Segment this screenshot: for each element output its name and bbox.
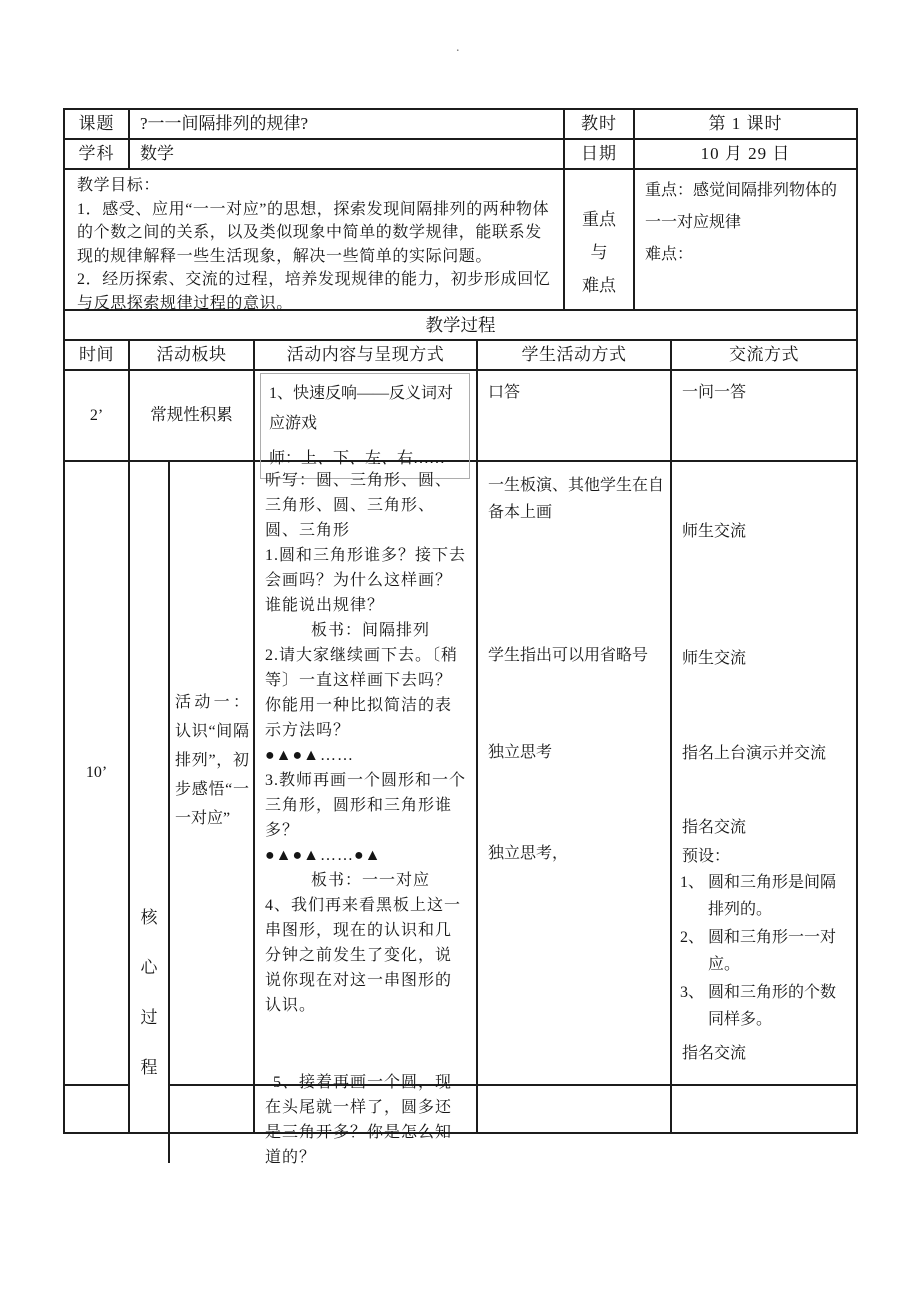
keypoints-side-line3: 难点 [582,276,616,295]
content-p1: 听写：圆、三角形、圆、三角形、圆、三角形、圆、三角形 [265,472,453,539]
subject-value: 数学 [130,140,565,170]
content-shapes1: ●▲●▲…… [265,747,354,764]
core-char-1: 核 [140,908,158,927]
content-p6: 3.教师再画一个圆形和一个三角形，圆形和三角形谁多？ [265,772,467,839]
subject-label: 学科 [65,140,130,170]
preset-item-2 [680,924,850,978]
student-note-1: 一生板演、其他学生在自备本上画 [488,477,665,521]
content-p2: 1.圆和三角形谁多？接下去会画吗？为什么这样画？谁能说出规律？ [265,547,467,614]
keypoints-side-line2: 与 [590,243,608,262]
empty-row-exchange [672,1086,856,1132]
preset-1-num: 1、 [680,874,705,891]
exchange-note-5: 指名交流 [682,1045,747,1062]
content-p9: 4、我们再来看黑板上这一串图形，现在的认识和几分钟之前发生了变化，说说你现在对这一串图形的认识。 [265,897,462,1014]
preset-3-text: 圆和三角形的个数同样多。 [708,984,837,1028]
period-label: 教时 [565,110,635,140]
date-label: 日期 [565,140,635,170]
content-board2: 板书：一一对应 [311,872,431,889]
row1-content-line2: 师：上、下、左、右…… [269,450,446,467]
col-header-exchange: 交流方式 [672,341,856,371]
row1-exchange: 一问一答 [672,371,856,462]
core-char-2: 心 [140,958,158,977]
objective-item-1: 1．感受、应用“一一对应”的思想，探索发现间隔排列的两种物体的个数之间的关系，以及类似现象中简单的数学规律，能联系发现的规律解释一些生活现象，解决一些简单的实际问题。 [77,200,550,265]
col-header-content: 活动内容与呈现方式 [255,341,478,371]
student-note-4: 独立思考， [488,845,569,862]
core-char-4: 程 [140,1058,158,1077]
student-note-2: 学生指出可以用省略号 [488,647,649,664]
col-header-student: 学生活动方式 [478,341,672,371]
row2-student-cell [478,462,672,1086]
row1-time: 2’ [65,371,130,462]
exchange-note-4: 指名交流 [682,819,747,836]
keypoints-side-label [565,170,635,311]
objectives-cell [65,170,565,311]
col-header-time: 时间 [65,341,130,371]
row1-block: 常规性积累 [130,371,255,462]
keypoints-detail-cell [635,170,856,311]
empty-row-block [170,1086,255,1132]
row2-activity-cell: 活动一：认识“间隔排列”，初步感悟“一一对应” [170,462,255,1086]
objective-item-2: 2．经历探索、交流的过程，培养发现规律的能力，初步形成回忆与反思探索规律过程的意识。 [77,271,551,312]
preset-item-3 [680,979,850,1033]
stray-dot: . [456,40,460,55]
date-value: 10 月 29 日 [635,140,856,170]
row1-student: 口答 [478,371,672,462]
row2-content-cell [255,462,478,1166]
lesson-plan-table [63,108,858,1166]
row1-content-cell [255,371,478,467]
topic-label: 课题 [65,110,130,140]
period-value: 第 1 课时 [635,110,856,140]
content-board1: 板书：间隔排列 [311,622,431,639]
student-note-3: 独立思考 [488,744,553,761]
content-shapes2: ●▲●▲……●▲ [265,847,382,864]
row2-exchange-cell [672,462,856,1086]
empty-row-student [478,1086,672,1132]
preset-item-1 [680,869,850,923]
core-char-3: 过 [140,1008,158,1027]
preset-1-text: 圆和三角形是间隔排列的。 [708,874,837,918]
process-section-title: 教学过程 [65,311,856,341]
content-p4: 2.请大家继续画下去。〔稍等〕一直这样画下去吗？你能用一种比拟简洁的表示方法吗？ [265,647,459,739]
keypoint-text: 重点：感觉间隔排列物体的一一对应规律 [645,182,838,231]
exchange-note-1: 师生交流 [682,523,747,540]
difficulty-text: 难点： [645,246,694,263]
row2-time: 10’ [65,462,130,1086]
exchange-preset-label: 预设： [682,848,731,865]
row2-core-process-cell [130,462,170,1163]
empty-row-time [65,1086,130,1132]
topic-value: ?一一间隔排列的规律? [130,110,565,140]
preset-2-text: 圆和三角形一一对应。 [708,929,837,973]
keypoints-side-line1: 重点 [582,210,616,229]
empty-row-content [255,1086,478,1132]
preset-2-num: 2、 [680,929,705,946]
content-p10: 5、接着再画一个圆，现在头尾就一样了，圆多还是三角开多？你是怎么知道的？ [265,1074,453,1166]
row1-content-line1: 1、快速反响——反义词对应游戏 [269,385,454,432]
col-header-block: 活动板块 [130,341,255,371]
core-process-vertical-text [130,893,168,1093]
preset-3-num: 3、 [680,984,705,1001]
objectives-title: 教学目标： [77,177,161,194]
exchange-note-2: 师生交流 [682,650,747,667]
exchange-note-3: 指名上台演示并交流 [682,745,827,762]
preset-list [680,869,850,1034]
